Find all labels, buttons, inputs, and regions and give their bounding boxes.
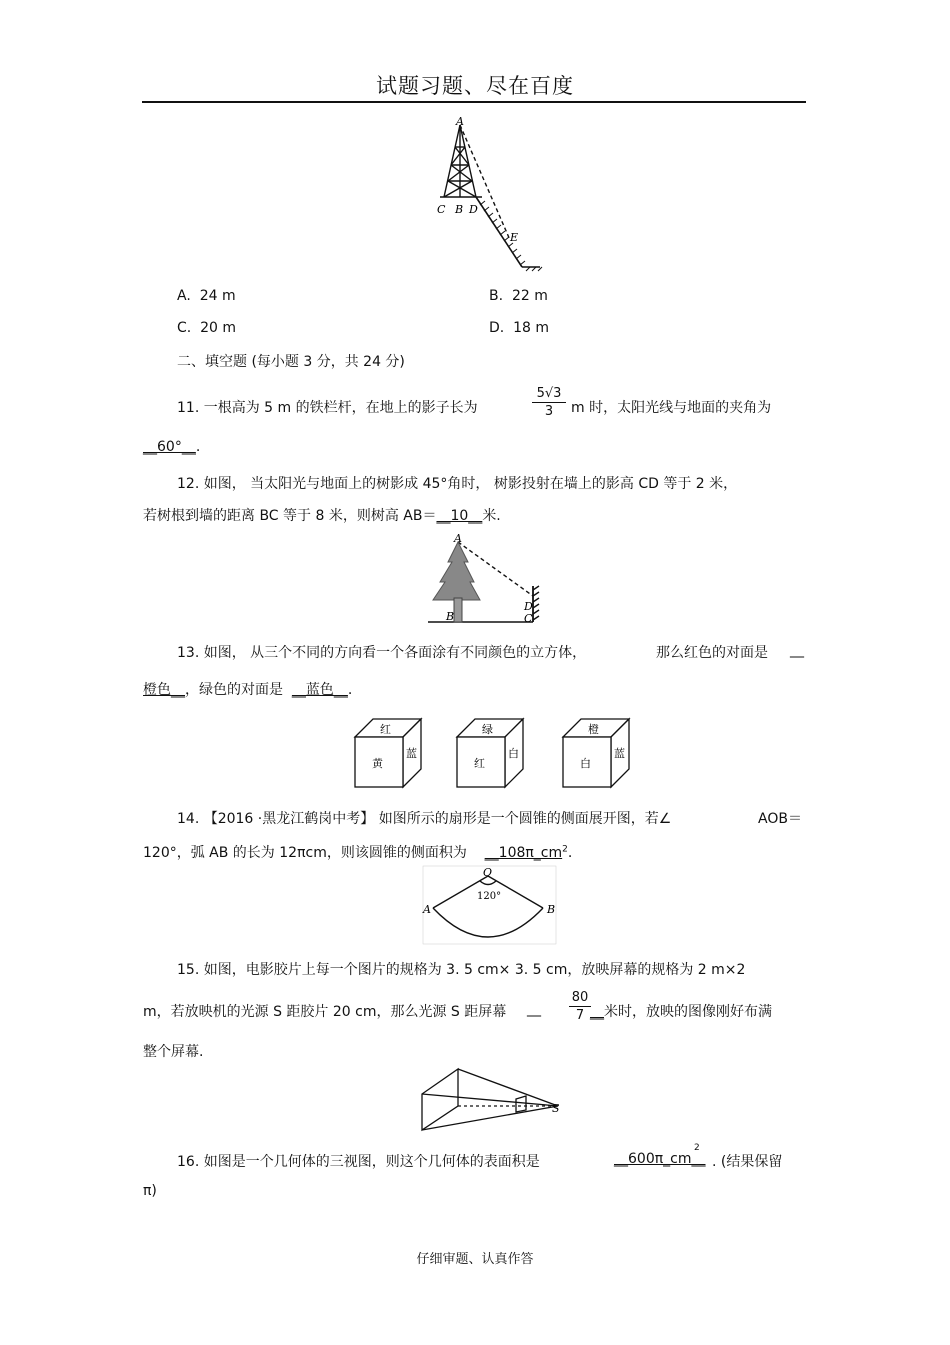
q11-fraction <box>532 386 566 419</box>
option-c-value: 20 m <box>200 320 237 336</box>
sector-label-o: O <box>483 866 493 879</box>
q11-text-2: m 时，太阳光线与地面的夹角为 <box>571 400 772 416</box>
option-a-letter: A. <box>177 288 191 304</box>
tower-label-a: A <box>456 115 464 128</box>
tower-label-b: B <box>455 203 464 216</box>
q16-sup: 2 <box>694 1143 700 1153</box>
option-b-value: 22 m <box>511 288 548 304</box>
q13-line-1a: 13. 如图， 从三个不同的方向看一个各面涂有不同颜色的立方体， <box>177 645 587 661</box>
tower-figure <box>430 115 550 275</box>
q16-answer: __600π_cm__ <box>614 1151 706 1167</box>
q12-line-2-text: 若树根到墙的距离 BC 等于 8 米，则树高 AB＝ <box>143 508 437 524</box>
sector-figure <box>423 866 558 946</box>
cube-2-front: 红 <box>474 757 485 770</box>
cube-2 <box>457 719 527 789</box>
q13-line-1b-text: 那么红色的对面是 <box>656 645 768 661</box>
q15-line-2b-text: 米时，放映的图像刚好布满 <box>604 1004 772 1020</box>
q12-line-2 <box>143 505 501 525</box>
projector-label-s: S <box>552 1102 560 1115</box>
q15-fraction-den: 7 <box>575 1008 585 1023</box>
q14-end: . <box>567 845 573 861</box>
q16-line-2: π) <box>143 1183 157 1199</box>
tree-label-c: C <box>524 612 533 625</box>
q16-line-1a: 16. 如图是一个几何体的三视图，则这个几何体的表面积是 <box>177 1154 540 1170</box>
tree-label-a: A <box>454 532 462 545</box>
cube-3-side: 蓝 <box>614 747 625 760</box>
section-heading: 二、填空题 (每小题 3 分，共 24 分) <box>177 354 405 370</box>
q15-line-2b: __米时，放映的图像刚好布满 <box>590 1004 772 1020</box>
q11-fraction-den: 3 <box>544 404 554 419</box>
q14-sup: 2 <box>562 844 568 855</box>
q13-blank-lead: __ <box>790 642 804 658</box>
option-a-value: 24 m <box>199 288 236 304</box>
q14-answer: __108π_cm <box>484 845 563 861</box>
option-d-value: 18 m <box>513 320 550 336</box>
q15-line-2a: m，若放映机的光源 S 距胶片 20 cm，那么光源 S 距屏幕 <box>143 1004 507 1020</box>
tree-figure <box>428 534 558 626</box>
option-b <box>489 288 548 304</box>
q11-answer-line <box>143 439 200 455</box>
option-b-letter: B. <box>489 288 504 304</box>
q15-fraction <box>569 990 591 1023</box>
tree-label-b: B <box>446 610 455 623</box>
q11-end: . <box>195 439 201 455</box>
sector-label-a: A <box>423 903 431 916</box>
tower-label-e: E <box>510 231 519 244</box>
tree-label-d: D <box>524 600 533 613</box>
q14-line-2 <box>143 842 572 862</box>
q13-end: . <box>347 682 353 698</box>
header-rule <box>142 101 806 103</box>
cube-3-top: 橙 <box>588 723 599 736</box>
option-c-letter: C. <box>177 320 192 336</box>
cube-1-top: 红 <box>380 723 391 736</box>
q12-end: 米. <box>482 508 501 524</box>
q13-line-2 <box>143 679 352 699</box>
projector-figure <box>418 1066 568 1136</box>
tower-label-c: C <box>437 203 446 216</box>
cube-1-front: 黄 <box>372 757 383 770</box>
q16-line-1b <box>614 1151 706 1167</box>
cube-2-side: 白 <box>508 747 519 760</box>
q14-line-1a: 14. 【2016 ·黑龙江鹤岗中考】 如图所示的扇形是一个圆锥的侧面展开图，若∠ <box>177 811 672 827</box>
q12-line-1: 12. 如图， 当太阳光与地面上的树影成 45°角时， 树影投射在墙上的影高 CD 等于 2 米， <box>177 476 738 492</box>
q13-line-1b <box>656 642 768 662</box>
q11-fraction-num: 5√3 <box>536 386 562 401</box>
sector-label-b: B <box>547 903 556 916</box>
option-a <box>177 288 236 304</box>
q13-answer-2: __蓝色__ <box>291 682 348 698</box>
cube-1 <box>355 719 425 789</box>
cube-3-front: 白 <box>580 757 591 770</box>
q16-end: . (结果保留 <box>712 1154 783 1170</box>
page-footer: 仔细审题、认真作答 <box>416 1252 534 1267</box>
q14-line-2-text: 120°，弧 AB 的长为 12πcm，则该圆锥的侧面积为 <box>143 845 467 861</box>
cube-1-side: 蓝 <box>406 747 417 760</box>
q13-mid: ，绿色的对面是 <box>185 682 283 698</box>
q11-text-1: 11. 一根高为 5 m 的铁栏杆，在地上的影子长为 <box>177 400 478 416</box>
q15-fraction-num: 80 <box>571 990 589 1005</box>
q11-answer: __60°__ <box>143 439 196 455</box>
q14-line-1b: AOB＝ <box>758 811 802 827</box>
sector-angle-label: 120° <box>477 891 502 902</box>
q13-answer-1: 橙色__ <box>143 682 185 698</box>
q15-blank-left: __ <box>527 1001 541 1017</box>
option-d <box>489 320 549 336</box>
q15-line-1: 15. 如图，电影胶片上每一个图片的规格为 3. 5 cm× 3. 5 cm，放映屏幕的规格为 2 m×2 <box>177 962 746 978</box>
q15-line-3: 整个屏幕. <box>143 1044 204 1060</box>
q12-answer: __10__ <box>436 508 483 524</box>
page-header-title: 试题习题、尽在百度 <box>376 74 574 98</box>
option-c <box>177 320 236 336</box>
option-d-letter: D. <box>489 320 505 336</box>
tower-label-d: D <box>469 203 478 216</box>
cube-2-top: 绿 <box>482 723 493 736</box>
cube-3 <box>563 719 633 789</box>
